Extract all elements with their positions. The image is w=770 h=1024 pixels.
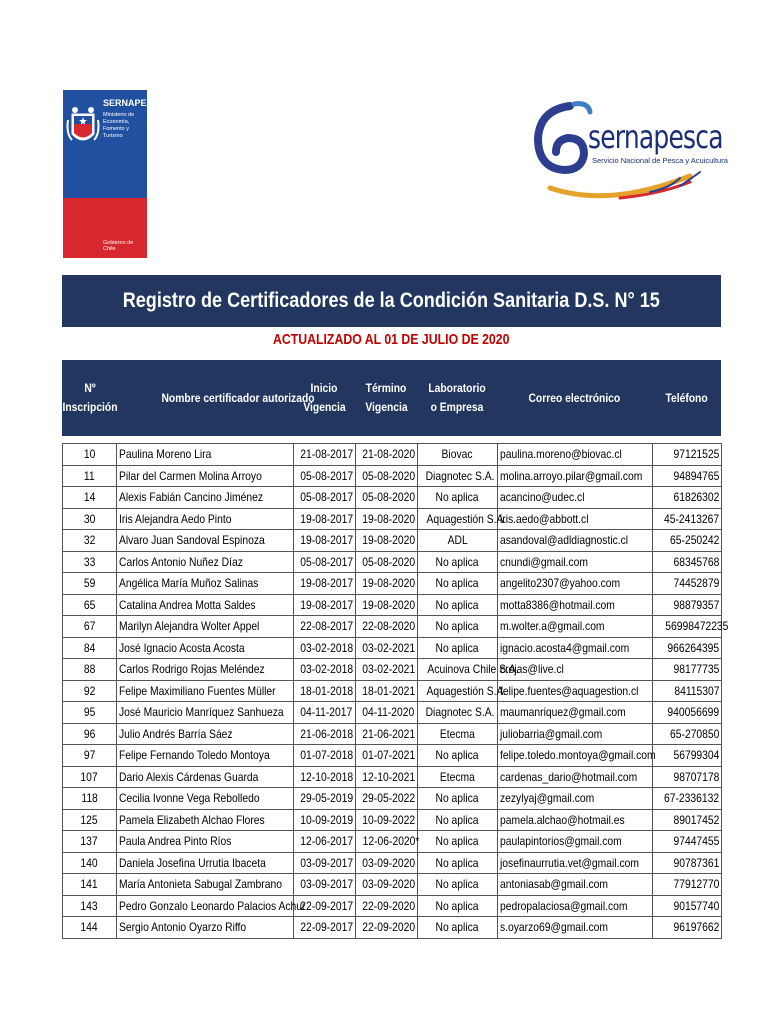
cell-end: 19-08-2020 (356, 530, 418, 552)
cell-start: 19-08-2017 (294, 594, 356, 616)
cell-name: José Mauricio Manríquez Sanhueza (117, 702, 294, 724)
cell-email[interactable]: cardenas_dario@hotmail.com (498, 766, 653, 788)
cell-end: 22-08-2020 (356, 616, 418, 638)
cell-email[interactable]: paulina.moreno@biovac.cl (498, 444, 653, 466)
cell-email[interactable]: ignacio.acosta4@gmail.com (498, 637, 653, 659)
cell-end: 19-08-2020 (356, 508, 418, 530)
cell-no: 88 (63, 659, 117, 681)
cell-name: Paulina Moreno Lira (117, 444, 294, 466)
cell-start: 29-05-2019 (294, 788, 356, 810)
cell-no: 33 (63, 551, 117, 573)
cell-name: Julio Andrés Barría Sáez (117, 723, 294, 745)
cell-start: 10-09-2019 (294, 809, 356, 831)
table-row (63, 917, 722, 939)
cell-no: 140 (63, 852, 117, 874)
cell-no: 32 (63, 530, 117, 552)
cell-phone: 96197662 (653, 917, 722, 939)
cell-no: 95 (63, 702, 117, 724)
cell-email[interactable]: m.wolter.a@gmail.com (498, 616, 653, 638)
cell-email[interactable]: paulapintorios@gmail.com (498, 831, 653, 853)
cell-end: 10-09-2022 (356, 809, 418, 831)
cell-start: 21-08-2017 (294, 444, 356, 466)
cell-name: Catalina Andrea Motta Saldes (117, 594, 294, 616)
cell-start: 05-08-2017 (294, 487, 356, 509)
cell-name: Paula Andrea Pinto Ríos (117, 831, 294, 853)
cell-name: Sergio Antonio Oyarzo Riffo (117, 917, 294, 939)
table-row (63, 895, 722, 917)
updated-date (62, 331, 721, 348)
cell-email[interactable]: iris.aedo@abbott.cl (498, 508, 653, 530)
cell-lab: Aquagestión S.A. (418, 680, 498, 702)
cell-name: Pamela Elizabeth Alchao Flores (117, 809, 294, 831)
cell-end: 18-01-2021 (356, 680, 418, 702)
cell-phone: 966264395 (653, 637, 722, 659)
cell-email[interactable]: juliobarria@gmail.com (498, 723, 653, 745)
cell-no: 65 (63, 594, 117, 616)
header-end: Término Vigencia (365, 381, 408, 414)
cell-no: 141 (63, 874, 117, 896)
cell-email[interactable]: cnundi@gmail.com (498, 551, 653, 573)
table-header (62, 360, 721, 436)
cell-end: 22-09-2020 (356, 917, 418, 939)
cell-lab: No aplica (418, 594, 498, 616)
logo-brand-subtitle: Servicio Nacional de Pesca y Acuicultura (592, 156, 728, 165)
cell-start: 03-02-2018 (294, 659, 356, 681)
cell-no: 84 (63, 637, 117, 659)
cell-end: 19-08-2020 (356, 573, 418, 595)
cell-email[interactable]: maumanriquez@gmail.com (498, 702, 653, 724)
cell-name: Angélica María Muñoz Salinas (117, 573, 294, 595)
cell-no: 118 (63, 788, 117, 810)
header-phone: Teléfono (665, 390, 708, 405)
cell-start: 12-10-2018 (294, 766, 356, 788)
cell-lab: No aplica (418, 874, 498, 896)
cell-end: 21-06-2021 (356, 723, 418, 745)
cell-no: 10 (63, 444, 117, 466)
cell-lab: No aplica (418, 852, 498, 874)
government-logo (63, 90, 166, 258)
table-row (63, 831, 722, 853)
cell-end: 04-11-2020 (356, 702, 418, 724)
cell-start: 01-07-2018 (294, 745, 356, 767)
cell-name: Alexis Fabián Cancino Jiménez (117, 487, 294, 509)
cell-start: 03-02-2018 (294, 637, 356, 659)
header-start: Inicio Vigencia (303, 381, 346, 414)
cell-name: Carlos Rodrigo Rojas Meléndez (117, 659, 294, 681)
coat-of-arms-icon (66, 104, 100, 152)
cell-email[interactable]: motta8386@hotmail.com (498, 594, 653, 616)
cell-email[interactable]: josefinaurrutia.vet@gmail.com (498, 852, 653, 874)
cell-lab: No aplica (418, 745, 498, 767)
table-row (63, 594, 722, 616)
table-row (63, 766, 722, 788)
table-row (63, 487, 722, 509)
cell-lab: No aplica (418, 637, 498, 659)
table-row (63, 465, 722, 487)
cell-end: 03-02-2021 (356, 637, 418, 659)
cell-email[interactable]: antoniasab@gmail.com (498, 874, 653, 896)
cell-name: Felipe Fernando Toledo Montoya (117, 745, 294, 767)
cell-no: 97 (63, 745, 117, 767)
table-row (63, 530, 722, 552)
table-row (63, 788, 722, 810)
table-row (63, 809, 722, 831)
cell-end: 12-10-2021 (356, 766, 418, 788)
cell-lab: Biovac (418, 444, 498, 466)
cell-start: 04-11-2017 (294, 702, 356, 724)
cell-email[interactable]: asandoval@adldiagnostic.cl (498, 530, 653, 552)
cell-email[interactable]: angelito2307@yahoo.com (498, 573, 653, 595)
logo-government: Gobierno de Chile (103, 240, 134, 252)
cell-phone: 56998472235 (653, 616, 722, 638)
cell-start: 03-09-2017 (294, 874, 356, 896)
cell-lab: No aplica (418, 487, 498, 509)
cell-name: Dario Alexis Cárdenas Guarda (117, 766, 294, 788)
page-title-banner (62, 275, 721, 327)
logo-org-name: SERNAPESCA (103, 98, 166, 108)
cell-end: 05-08-2020 (356, 487, 418, 509)
cell-phone: 56799304 (653, 745, 722, 767)
table-row (63, 659, 722, 681)
table-row (63, 573, 722, 595)
cell-no: 143 (63, 895, 117, 917)
cell-name: Cecilia Ivonne Vega Rebolledo (117, 788, 294, 810)
cell-end: 12-06-2020* (356, 831, 418, 853)
cell-end: 01-07-2021 (356, 745, 418, 767)
table-row (63, 723, 722, 745)
cell-no: 14 (63, 487, 117, 509)
cell-end: 29-05-2022 (356, 788, 418, 810)
table-row (63, 852, 722, 874)
cell-lab: No aplica (418, 831, 498, 853)
cell-no: 67 (63, 616, 117, 638)
cell-start: 19-08-2017 (294, 530, 356, 552)
certifiers-table (62, 443, 729, 939)
header-lab: Laboratorio o Empresa (428, 381, 486, 414)
cell-email[interactable]: felipe.fuentes@aquagestion.cl (498, 680, 653, 702)
page-title: Registro de Certificadores de la Condición Sanitaria D.S. N° 15 (122, 289, 661, 312)
cell-email[interactable]: zezylyaj@gmail.com (498, 788, 653, 810)
cell-phone: 84115307 (653, 680, 722, 702)
cell-lab: Etecma (418, 723, 498, 745)
cell-start: 12-06-2017 (294, 831, 356, 853)
cell-lab: Diagnotec S.A. (418, 702, 498, 724)
cell-end: 21-08-2020 (356, 444, 418, 466)
table-row (63, 508, 722, 530)
cell-lab: No aplica (418, 917, 498, 939)
cell-email[interactable]: felipe.toledo.montoya@gmail.com (498, 745, 653, 767)
cell-start: 03-09-2017 (294, 852, 356, 874)
cell-phone: 45-2413267 (653, 508, 722, 530)
cell-no: 144 (63, 917, 117, 939)
cell-phone: 65-270850 (653, 723, 722, 745)
cell-end: 03-09-2020 (356, 874, 418, 896)
cell-phone: 97447455 (653, 831, 722, 853)
cell-start: 19-08-2017 (294, 508, 356, 530)
table-row (63, 637, 722, 659)
table-row (63, 702, 722, 724)
cell-phone: 77912770 (653, 874, 722, 896)
cell-lab: No aplica (418, 616, 498, 638)
cell-no: 92 (63, 680, 117, 702)
cell-lab: No aplica (418, 573, 498, 595)
cell-lab: No aplica (418, 809, 498, 831)
cell-lab: Etecma (418, 766, 498, 788)
cell-end: 03-02-2021 (356, 659, 418, 681)
cell-start: 21-06-2018 (294, 723, 356, 745)
table-row (63, 745, 722, 767)
table-body (63, 444, 729, 939)
cell-end: 03-09-2020 (356, 852, 418, 874)
header-name: Nombre certificador autorizado (161, 390, 315, 405)
updated-text: ACTUALIZADO AL 01 DE JULIO DE 2020 (273, 331, 510, 348)
cell-no: 59 (63, 573, 117, 595)
cell-name: Carlos Antonio Nuñez Díaz (117, 551, 294, 573)
cell-no: 137 (63, 831, 117, 853)
table-row (63, 616, 722, 638)
cell-start: 05-08-2017 (294, 551, 356, 573)
cell-name: Daniela Josefina Urrutia Ibaceta (117, 852, 294, 874)
cell-lab: Aquagestión S.A. (418, 508, 498, 530)
sernapesca-logo (530, 98, 728, 208)
cell-end: 05-08-2020 (356, 551, 418, 573)
cell-lab: No aplica (418, 788, 498, 810)
cell-email[interactable]: pamela.alchao@hotmail.es (498, 809, 653, 831)
cell-phone: 94894765 (653, 465, 722, 487)
cell-name: María Antonieta Sabugal Zambrano (117, 874, 294, 896)
table-row (63, 874, 722, 896)
cell-lab: Acuinova Chile S.A. (418, 659, 498, 681)
cell-name: Pedro Gonzalo Leonardo Palacios Achui (117, 895, 294, 917)
table-row (63, 680, 722, 702)
logo-ministry: Ministerio de Economía, Fomento y Turismo (103, 112, 135, 139)
cell-name: Pilar del Carmen Molina Arroyo (117, 465, 294, 487)
cell-no: 107 (63, 766, 117, 788)
cell-phone: 97121525 (653, 444, 722, 466)
cell-no: 96 (63, 723, 117, 745)
cell-name: Felipe Maximiliano Fuentes Müller (117, 680, 294, 702)
cell-end: 22-09-2020 (356, 895, 418, 917)
header-no: Nº Inscripción (62, 381, 118, 414)
cell-phone: 90787361 (653, 852, 722, 874)
cell-start: 18-01-2018 (294, 680, 356, 702)
cell-phone: 940056699 (653, 702, 722, 724)
logo-brand-name: sernapesca (588, 118, 723, 156)
cell-phone: 90157740 (653, 895, 722, 917)
cell-start: 05-08-2017 (294, 465, 356, 487)
cell-email[interactable]: crojas@live.cl (498, 659, 653, 681)
cell-phone: 98707178 (653, 766, 722, 788)
cell-lab: ADL (418, 530, 498, 552)
header-email: Correo electrónico (528, 390, 621, 405)
cell-no: 11 (63, 465, 117, 487)
cell-name: Iris Alejandra Aedo Pinto (117, 508, 294, 530)
cell-phone: 68345768 (653, 551, 722, 573)
cell-email[interactable]: pedropalaciosa@gmail.com (498, 895, 653, 917)
cell-phone: 61826302 (653, 487, 722, 509)
cell-phone: 98879357 (653, 594, 722, 616)
cell-phone: 65-250242 (653, 530, 722, 552)
cell-end: 19-08-2020 (356, 594, 418, 616)
cell-phone: 74452879 (653, 573, 722, 595)
cell-phone: 89017452 (653, 809, 722, 831)
cell-phone: 98177735 (653, 659, 722, 681)
cell-email[interactable]: acancino@udec.cl (498, 487, 653, 509)
cell-email[interactable]: s.oyarzo69@gmail.com (498, 917, 653, 939)
cell-lab: Diagnotec S.A. (418, 465, 498, 487)
cell-no: 30 (63, 508, 117, 530)
cell-name: Marilyn Alejandra Wolter Appel (117, 616, 294, 638)
cell-name: Alvaro Juan Sandoval Espinoza (117, 530, 294, 552)
cell-end: 05-08-2020 (356, 465, 418, 487)
cell-no: 125 (63, 809, 117, 831)
cell-start: 22-09-2017 (294, 895, 356, 917)
cell-start: 22-08-2017 (294, 616, 356, 638)
cell-phone: 67-2336132 (653, 788, 722, 810)
cell-start: 19-08-2017 (294, 573, 356, 595)
cell-email[interactable]: molina.arroyo.pilar@gmail.com (498, 465, 653, 487)
cell-name: José Ignacio Acosta Acosta (117, 637, 294, 659)
table-row (63, 551, 722, 573)
cell-start: 22-09-2017 (294, 917, 356, 939)
table-row (63, 444, 722, 466)
cell-lab: No aplica (418, 895, 498, 917)
cell-lab: No aplica (418, 551, 498, 573)
